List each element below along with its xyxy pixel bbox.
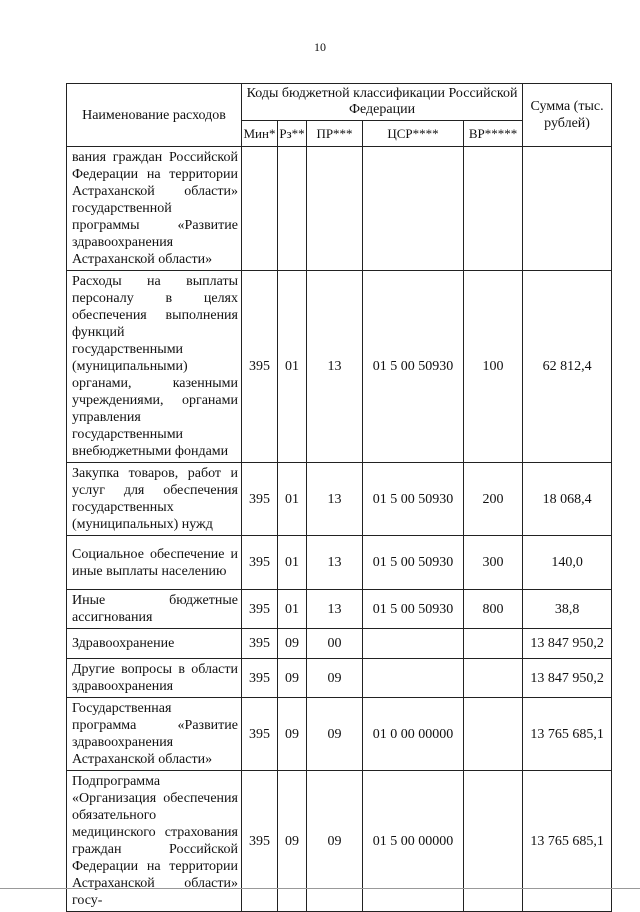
row-sum: 140,0 bbox=[523, 536, 612, 590]
row-pr: 09 bbox=[307, 659, 363, 698]
header-codes-group: Коды бюджетной классификации Российской Федерации bbox=[242, 84, 523, 121]
header-sum: Сумма (тыс. рублей) bbox=[523, 84, 612, 147]
page-bottom-rule bbox=[0, 888, 640, 889]
header-row-top bbox=[67, 84, 612, 121]
row-pr: 09 bbox=[307, 698, 363, 771]
row-min: 395 bbox=[242, 271, 278, 463]
row-rz: 01 bbox=[278, 536, 307, 590]
row-name: Иные бюджетные ассигнования bbox=[67, 590, 242, 629]
row-vr bbox=[464, 698, 523, 771]
row-sum: 62 812,4 bbox=[523, 271, 612, 463]
row-csr: 01 5 00 50930 bbox=[363, 271, 464, 463]
page-number: 10 bbox=[314, 40, 326, 54]
table-row bbox=[67, 629, 612, 659]
row-sum: 13 765 685,1 bbox=[523, 698, 612, 771]
row-min: 395 bbox=[242, 771, 278, 912]
table-row bbox=[67, 659, 612, 698]
row-sum: 13 847 950,2 bbox=[523, 629, 612, 659]
row-csr: 01 0 00 00000 bbox=[363, 698, 464, 771]
row-sum: 13 765 685,1 bbox=[523, 771, 612, 912]
row-pr: 09 bbox=[307, 771, 363, 912]
row-rz: 09 bbox=[278, 629, 307, 659]
row-vr bbox=[464, 659, 523, 698]
table-row bbox=[67, 771, 612, 912]
table-row bbox=[67, 271, 612, 463]
table-row bbox=[67, 463, 612, 536]
row-min: 395 bbox=[242, 463, 278, 536]
row-sum: 38,8 bbox=[523, 590, 612, 629]
row-name: Другие вопросы в области здравоохранения bbox=[67, 659, 242, 698]
row-name: Социальное обеспечение и иные выплаты населению bbox=[67, 536, 242, 590]
row-vr bbox=[464, 629, 523, 659]
table-row bbox=[67, 147, 612, 271]
row-rz: 01 bbox=[278, 590, 307, 629]
row-csr bbox=[363, 629, 464, 659]
row-sum bbox=[523, 147, 612, 271]
header-min: Мин* bbox=[242, 120, 278, 146]
row-sum: 13 847 950,2 bbox=[523, 659, 612, 698]
row-vr: 100 bbox=[464, 271, 523, 463]
table-row bbox=[67, 698, 612, 771]
row-rz: 09 bbox=[278, 698, 307, 771]
row-pr: 13 bbox=[307, 463, 363, 536]
row-name: Подпрограмма «Организация обеспечения обязательного медицинского страхования граждан Российской Федерации на территории Астраханской области» госу- bbox=[67, 771, 242, 912]
budget-table bbox=[66, 83, 612, 912]
row-name: Закупка товаров, работ и услуг для обеспечения государственных (муниципальных) нужд bbox=[67, 463, 242, 536]
row-vr: 300 bbox=[464, 536, 523, 590]
row-rz: 01 bbox=[278, 463, 307, 536]
row-vr bbox=[464, 147, 523, 271]
row-csr: 01 5 00 50930 bbox=[363, 590, 464, 629]
header-rz: Рз** bbox=[278, 120, 307, 146]
row-pr: 13 bbox=[307, 590, 363, 629]
table-row bbox=[67, 590, 612, 629]
header-csr: ЦСР**** bbox=[363, 120, 464, 146]
row-csr: 01 5 00 50930 bbox=[363, 463, 464, 536]
row-vr bbox=[464, 771, 523, 912]
row-min: 395 bbox=[242, 590, 278, 629]
row-csr bbox=[363, 147, 464, 271]
row-csr: 01 5 00 50930 bbox=[363, 536, 464, 590]
row-vr: 800 bbox=[464, 590, 523, 629]
row-pr bbox=[307, 147, 363, 271]
row-pr: 13 bbox=[307, 536, 363, 590]
row-name: вания граждан Российской Федерации на территории Астраханской области» государственной программы «Развитие здравоохранения Астраханской области» bbox=[67, 147, 242, 271]
row-rz: 09 bbox=[278, 771, 307, 912]
row-pr: 13 bbox=[307, 271, 363, 463]
row-rz: 01 bbox=[278, 271, 307, 463]
row-name: Государственная программа «Развитие здравоохранения Астраханской области» bbox=[67, 698, 242, 771]
row-rz bbox=[278, 147, 307, 271]
row-name: Расходы на выплаты персоналу в целях обеспечения выполнения функций государственными (муниципальными) органами, казенными учреждениями, органами управления государственными внебюджетными фондами bbox=[67, 271, 242, 463]
row-csr: 01 5 00 00000 bbox=[363, 771, 464, 912]
row-name: Здравоохранение bbox=[67, 629, 242, 659]
row-min: 395 bbox=[242, 536, 278, 590]
row-sum: 18 068,4 bbox=[523, 463, 612, 536]
row-vr: 200 bbox=[464, 463, 523, 536]
header-vr: ВР***** bbox=[464, 120, 523, 146]
header-pr: ПР*** bbox=[307, 120, 363, 146]
row-min: 395 bbox=[242, 629, 278, 659]
row-min bbox=[242, 147, 278, 271]
row-min: 395 bbox=[242, 659, 278, 698]
row-pr: 00 bbox=[307, 629, 363, 659]
header-name: Наименование расходов bbox=[67, 84, 242, 147]
row-min: 395 bbox=[242, 698, 278, 771]
row-csr bbox=[363, 659, 464, 698]
row-rz: 09 bbox=[278, 659, 307, 698]
table-row bbox=[67, 536, 612, 590]
